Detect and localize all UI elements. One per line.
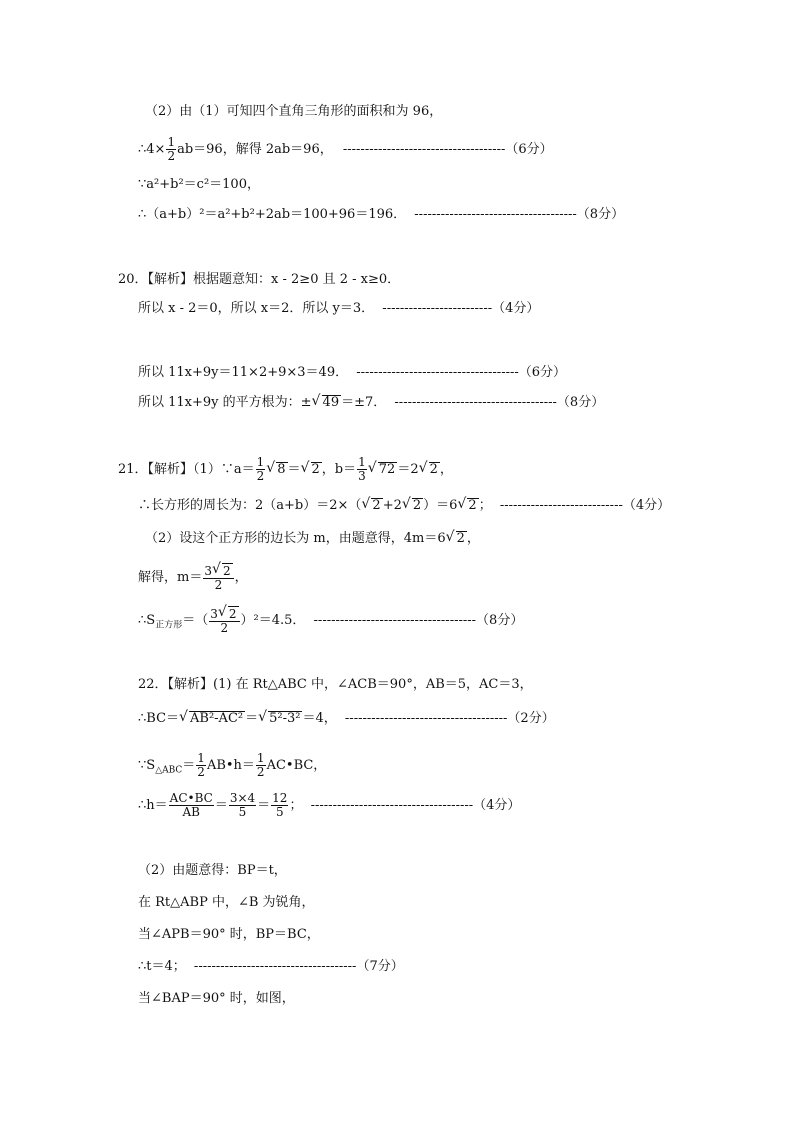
sqrt: √ 2 [371, 498, 382, 513]
text: AB•h＝ [206, 758, 255, 773]
q19-line1: （2）由（1）可知四个直角三角形的面积和为 96， [145, 104, 443, 119]
fraction [256, 752, 266, 779]
text: ∴S [138, 613, 156, 628]
fraction [209, 606, 239, 635]
sqrt: √ 5²-3² [268, 711, 302, 726]
fraction [229, 792, 256, 819]
sqrt: √ 2 [429, 462, 440, 477]
q22-line9: 当∠BAP＝90° 时，如图， [138, 991, 295, 1006]
denominator: 3 [358, 469, 366, 483]
fraction [169, 792, 214, 819]
text: 3 [204, 564, 212, 578]
denominator: 2 [256, 765, 265, 779]
text: ＝ [245, 711, 259, 726]
numerator: AC•BC [169, 791, 213, 805]
numerator: 1 [197, 751, 205, 765]
text: ； [289, 798, 303, 813]
text: 解得，m＝ [138, 570, 203, 585]
fraction [166, 136, 176, 163]
text: ， [466, 531, 480, 546]
score-marker: -------------------------------------（8分） [414, 207, 625, 222]
score-marker: -------------------------------------（4分） [310, 798, 521, 813]
text: 所以 11x+9y＝11×2+9×3＝49． [138, 365, 349, 380]
q20-line3 [138, 364, 566, 382]
subscript: 正方形 [155, 620, 183, 631]
text: ＝ [257, 798, 271, 813]
text: 3 [210, 607, 218, 621]
score-marker: ----------------------------（4分） [499, 498, 671, 513]
denominator: 2 [220, 621, 229, 635]
numerator: 1 [167, 135, 176, 149]
text: ∴（a+b）²＝a²+b²+2ab＝100+96＝196． [138, 207, 407, 222]
sqrt: √ 2 [228, 606, 239, 621]
denominator: 2 [214, 578, 223, 592]
score-marker: -------------------------------------（8分） [394, 395, 605, 410]
text: ∴4× [138, 142, 166, 157]
text: （2）设这个正方形的边长为 m，由题意得，4m＝6 [145, 531, 446, 546]
text: ∴h＝ [138, 798, 168, 813]
text: ＝ [214, 798, 228, 813]
numerator: 3×4 [229, 791, 256, 805]
sqrt: √ 72 [378, 462, 398, 477]
q22-line3 [138, 752, 326, 780]
q21-line1 [118, 456, 453, 483]
q20-line1: 20．【解析】根据题意知：x - 2≥0 且 2 - x≥0． [118, 272, 401, 287]
q19-line4 [138, 206, 624, 224]
q22-line8 [138, 958, 404, 976]
text: AC•BC， [266, 758, 327, 773]
q22-line4 [138, 792, 520, 819]
q22-line5: （2）由题意得：BP＝t， [138, 863, 287, 878]
text: ， [234, 570, 248, 585]
text: ∴BC＝ [138, 711, 180, 726]
q22-line2 [138, 710, 555, 728]
sqrt: √ 2 [456, 531, 467, 546]
sqrt: √ 49 [322, 395, 342, 410]
text: ＝（ [182, 613, 209, 628]
numerator: 1 [256, 455, 265, 469]
q19-line3: ∵a²+b²＝c²＝100， [138, 177, 260, 192]
q22-line6: 在 Rt△ABP 中，∠B 为锐角， [138, 895, 315, 910]
score-marker: -------------------------------------（6分） [356, 365, 567, 380]
fraction [196, 752, 206, 779]
numerator [209, 606, 239, 622]
subscript: △ABC [155, 765, 183, 776]
text: +2 [382, 498, 402, 513]
text: ， [439, 462, 453, 477]
q21-line3 [145, 530, 480, 548]
fraction [357, 456, 367, 483]
text: ）＝6 [423, 498, 458, 513]
text: ＝±7． [341, 395, 387, 410]
denominator: AB [182, 805, 200, 819]
sqrt: √ 2 [467, 498, 478, 513]
q20-line4 [138, 394, 604, 412]
text: ，b＝ [321, 462, 357, 477]
fraction [203, 563, 233, 592]
denominator: 5 [238, 805, 247, 819]
q21-line4 [138, 563, 248, 592]
score-marker: -------------------------------------（6分） [342, 142, 553, 157]
text: ＝ [182, 758, 196, 773]
sqrt: √ 2 [222, 563, 233, 578]
q21-line2 [138, 497, 670, 515]
fraction [256, 456, 266, 483]
numerator [203, 563, 233, 579]
sqrt: √ AB²-AC² [189, 711, 245, 726]
score-marker: -------------------------------------（8分） [313, 613, 524, 628]
numerator: 1 [358, 455, 366, 469]
sqrt: √ 8 [276, 462, 287, 477]
text: ∴t＝4； [138, 959, 186, 974]
q20-line2 [138, 300, 539, 318]
fraction [271, 792, 288, 819]
score-marker: -------------------------------------（7分） [193, 959, 404, 974]
numerator: 12 [272, 791, 288, 805]
numerator: 1 [256, 751, 265, 765]
text: ＝4， [302, 711, 337, 726]
denominator: 5 [275, 805, 284, 819]
sqrt: √ 2 [412, 498, 423, 513]
text: ； [478, 498, 492, 513]
text: ＝2 [397, 462, 419, 477]
text: ∴长方形的周长为：2（a+b）＝2×（ [138, 498, 362, 513]
text: ∵S [138, 758, 156, 773]
q22-line1: 22．【解析】(1) 在 Rt△ABC 中，∠ACB＝90°，AB＝5，AC＝3， [138, 677, 533, 692]
text: 所以 x - 2＝0，所以 x＝2．所以 y＝3． [138, 301, 375, 316]
text: ab＝96，解得 2ab＝96， [177, 142, 333, 157]
denominator: 2 [167, 149, 176, 163]
q19-line2 [138, 136, 553, 163]
q21-line5 [138, 606, 523, 635]
q22-line7: 当∠APB＝90° 时，BP＝BC， [138, 927, 320, 942]
text: 所以 11x+9y 的平方根为：± [138, 395, 312, 410]
text: ＝ [287, 462, 301, 477]
text: 21．【解析】（1）∵a＝ [118, 462, 255, 477]
score-marker: -------------------------（4分） [382, 301, 540, 316]
denominator: 2 [197, 765, 205, 779]
score-marker: -------------------------------------（2分） [344, 711, 555, 726]
denominator: 2 [256, 469, 265, 483]
text: ）²＝4.5． [240, 613, 306, 628]
sqrt: √ 2 [311, 462, 322, 477]
